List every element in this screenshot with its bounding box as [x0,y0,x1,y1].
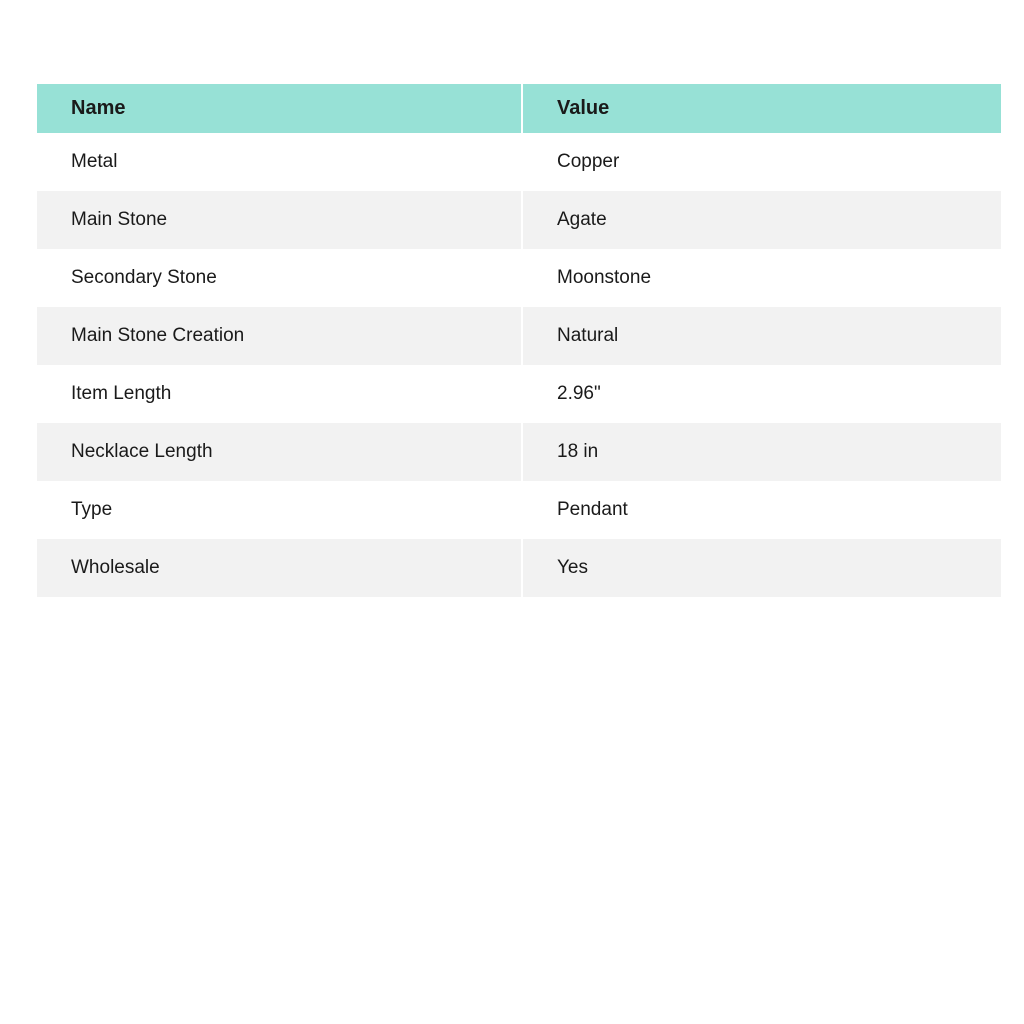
attribute-name: Type [37,481,523,539]
table-row-main-stone [37,191,1001,249]
attribute-name: Main Stone Creation [37,307,523,365]
table-body [37,133,1001,597]
attributes-table [37,84,1001,597]
table-head [37,84,1001,133]
table-header-row [37,84,1001,133]
column-header-name: Name [37,84,523,133]
attribute-name: Wholesale [37,539,523,597]
table-row-metal [37,133,1001,191]
attribute-name: Metal [37,133,523,191]
attribute-value: Moonstone [523,249,1001,307]
attribute-name: Secondary Stone [37,249,523,307]
attribute-name: Necklace Length [37,423,523,481]
table-row-secondary-stone [37,249,1001,307]
table-row-type [37,481,1001,539]
attribute-value: 2.96" [523,365,1001,423]
attribute-name: Item Length [37,365,523,423]
attribute-value: Pendant [523,481,1001,539]
attribute-value: Natural [523,307,1001,365]
attribute-value: Yes [523,539,1001,597]
attribute-name: Main Stone [37,191,523,249]
attribute-value: Agate [523,191,1001,249]
table-row-main-stone-creation [37,307,1001,365]
column-header-value: Value [523,84,1001,133]
table-row-wholesale [37,539,1001,597]
attribute-value: Copper [523,133,1001,191]
table-row-necklace-length [37,423,1001,481]
attribute-value: 18 in [523,423,1001,481]
table-row-item-length [37,365,1001,423]
